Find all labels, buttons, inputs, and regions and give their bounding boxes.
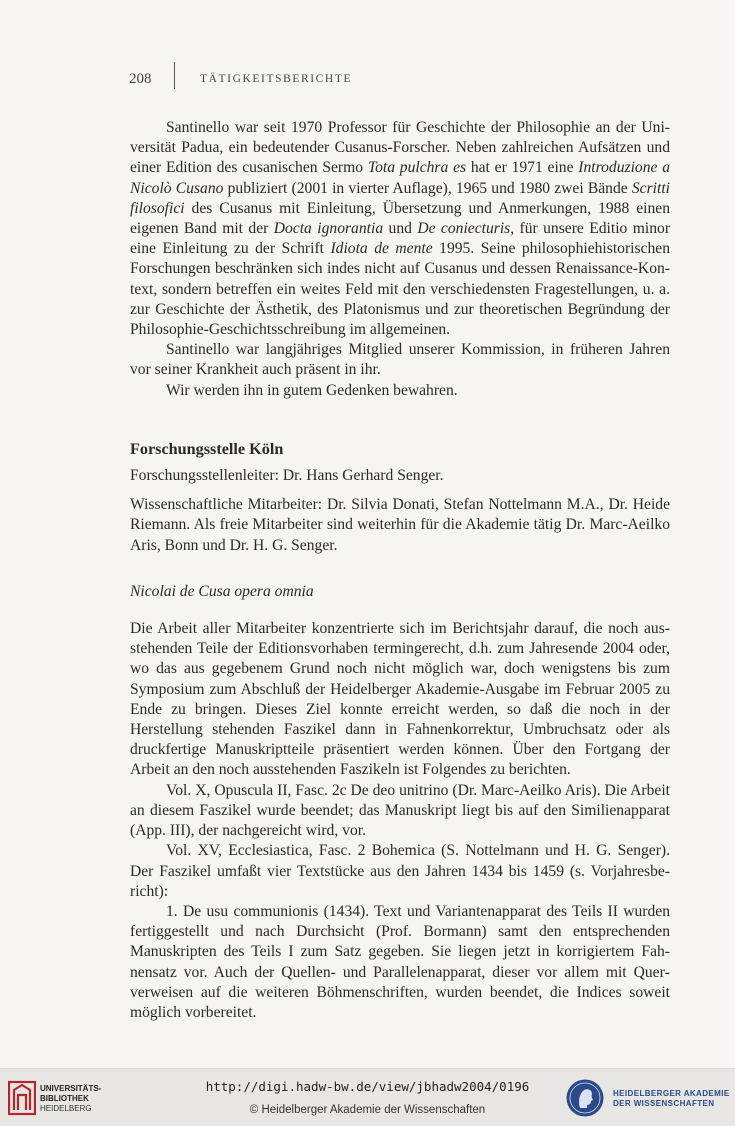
italic-title: Idiota de mente [330,240,433,258]
italic-title: Scritti filosofici [130,179,670,217]
academy-name-line: DER WISSENSCHAFTEN [613,1099,715,1108]
academy-name-line: HEIDELBERGER AKADEMIE [613,1089,730,1098]
paragraph-de-usu: 1. De usu communionis (1434). Text und Variantenapparat des Teils II wurden fertiggestellt und nach Durchsicht (Prof. Bormann) samt den entsprechenden Manuskripten des Teils I zum Satz gegeben. Sie liegen jetzt in korrigiertem Fahnensatz vor. Auch der Quellen- und Parallelenapparat, dieser vor allem mit Querverweisen auf die weiteren Böhmenschriften, wurden beendet, die Indices soweit möglich vorbereitet. [130,902,670,1021]
text-run: des Cusanus mit Einleitung, Übersetzung und Anmerkungen, 1988 einen eigenen Band mit der [130,199,670,238]
paragraph-memorial: Wir werden ihn in gutem Gedenken bewahren. [166,381,458,399]
paragraph-leader: Forschungsstellenleiter: Dr. Hans Gerhard Senger. [130,467,444,485]
permalink-url[interactable]: http://digi.hadw-bw.de/view/jbhadw2004/0196 [205,1079,530,1094]
text-run: und [383,220,418,238]
paragraph-vol-x: Vol. X, Opuscula II, Fasc. 2c De deo unitrino (Dr. Marc-Aeilko Aris). Die Arbeit an diesem Faszikel wurde beendet; das Manuskript liegt bis auf den Similienapparat (App. III), der nachgereicht wird, vor. [130,781,670,840]
viewer-footer [0,1068,735,1126]
header-divider [174,62,175,89]
subsection-heading: Nicolai de Cusa opera omnia [130,582,314,600]
section-heading: Forschungsstelle Köln [130,439,284,458]
library-name-line: HEIDELBERG [40,1104,92,1113]
italic-title: Docta ignorantia [273,220,384,238]
paragraph-vol-xv: Vol. XV, Ecclesiastica, Fasc. 2 Bohemica (S. Nottelmann und H. G. Senger). Der Faszikel umfaßt vier Textstücke aus den Jahren 1434 bis 1459 (s. Vorjahresbericht): [130,842,670,900]
library-name-line: BIBLIOTHEK [40,1094,89,1103]
copyright-notice: © Heidelberger Akademie der Wissenschaften [249,1104,486,1116]
text-run: publiziert (2001 in vierter Auflage), 1965 und 1980 zwei Bände [223,179,632,197]
paragraph-membership: Santinello war langjähriges Mitglied unserer Kommission, in früheren Jahren vor seiner Krankheit auch präsent in ihr. [130,341,670,379]
main-text [130,118,670,1023]
page-number: 208 [129,71,152,87]
running-title: TÄTIGKEITSBERICHTE [200,73,353,85]
academy-seal-icon [565,1078,605,1118]
academy-name [613,1089,730,1109]
running-header [129,71,353,88]
italic-title: De coniecturis [417,220,511,238]
paragraph-progress: Die Arbeit aller Mitarbeiter konzentrierte sich im Berichtsjahr darauf, die noch ausstehenden Teile der Editionsvorhaben termingerecht, d.h. zum Jahresende 2004 oder, wo das aus gegebenem Grund noch nicht möglich war, doch wenigstens bis zum Symposium zum Abschluß der Heidelberger Akademie-Ausgabe im Februar 2005 zu Ende zu bringen. Dieses Ziel konnte erreicht werden, so daß die noch in der Herstellung stehenden Faszikel dann in Fahnenkorrektur, Umbruchsatz oder als druckfertige Manuskriptteile präsentiert werden können. Über den Fortgang der Arbeit an den noch ausstehenden Faszikeln ist Folgendes zu berichten. [130,620,670,779]
paragraph-staff: Wissenschaftliche Mitarbeiter: Dr. Silvia Donati, Stefan Nottelmann M.A., Dr. Heide Riemann. Als freie Mitarbeiter sind weiterhin für die Akademie tätig Dr. Marc-Aeilko Aris, Bonn und Dr. H. G. Senger. [130,496,670,554]
text-run: 1995. Seine philosophiehistorischen Forschungen beschränken sich indes nicht auf Cusanus und dessen Renaissance-Kontext, sondern betreffen ein weites Feld mit den verschiedensten Fragestellungen, u. a. zur Geschichte der Ästhetik, des Platonismus und zur theoretischen Begründung der Philosophie-Geschichtsschreibung im allgemeinen. [130,240,670,339]
text-run: hat er 1971 eine [466,159,579,177]
italic-title: Introduzione a Nicolò Cusano [130,159,670,197]
library-name-line: UNIVERSITÄTS- [40,1084,102,1093]
text-run: Santinello war seit 1970 Professor für Geschichte der Philosophie an der Universität Padua, ein bedeutender Cusanus-Forscher. Neben zahlreichen Aufsätzen und einer Edition des cusanischen Sermo [130,119,670,177]
paragraph-santinello-bio [130,118,670,340]
text-run: , für unsere Editio minor eine Einleitung zu der Schrift [130,220,671,258]
italic-title: Tota pulchra es [367,159,467,177]
